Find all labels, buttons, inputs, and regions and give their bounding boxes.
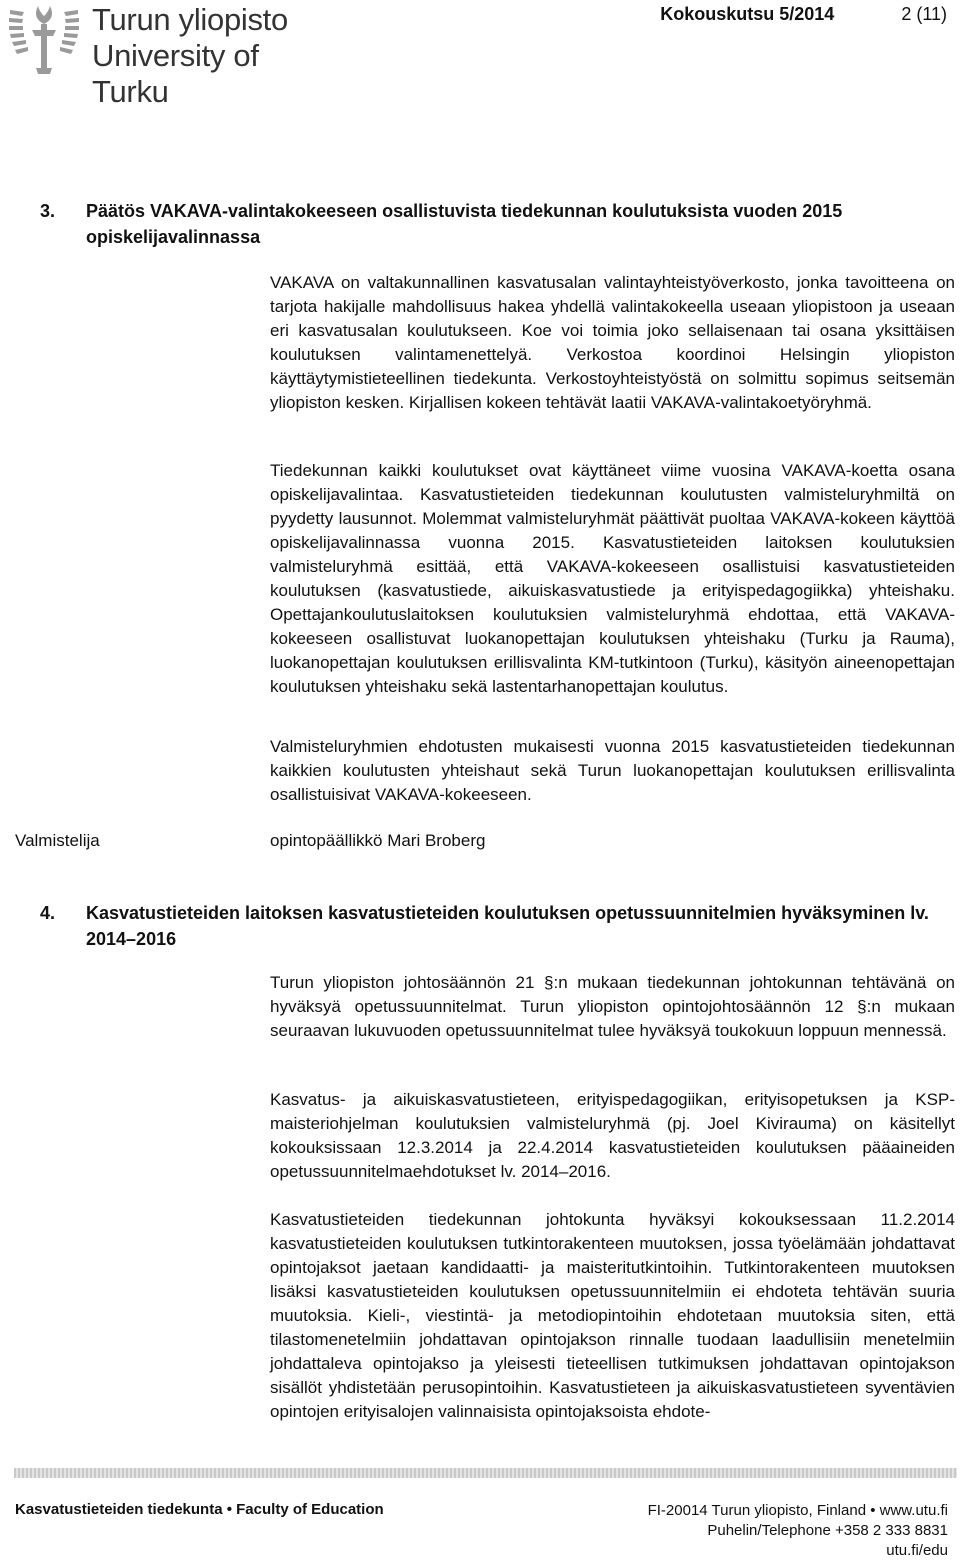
preparer-name: opintopäällikkö Mari Broberg [270, 831, 486, 850]
footer-web-link[interactable]: utu.fi/edu [886, 1542, 948, 1559]
section-4-paragraph-3: Kasvatustieteiden tiedekunnan johtokunta hyväksyi kokouksessaan 11.2.2014 kasvatustieteiden koulutuksen tutkintorakenteen muutoksen, jossa työelämään johdattavat opintojaksot jaetaan kandidaatti- ja maisteritutkintoihin. Tutkintorakenteen muutoksen lisäksi kasvatustieteiden koulutuksen opetussuunnitelmiin ei ehdoteta tehtävän suuria muutoksia. Kieli-, viestintä- ja metodiopintoihin ehdotetaan muutoksia siten, että tilastomenetelmiin johdattavan opintojakson rinnalle tuodaan laadullisiin menetelmiin johdattaleva opintojakso ja yleisesti tieteellisen tutkimuksen johdattavan opintojakson sisällöt yhdistetään perusopintoihin. Kasvatustieteen ja aikuiskasvatustieteen syventävien opintojen erityisalojen valinnaisista opintojaksoista ehdote- [270, 1210, 955, 1421]
footer-address: FI-20014 Turun yliopisto, Finland • www.utu.fi [647, 1502, 948, 1519]
section-4-paragraph-2: Kasvatus- ja aikuiskasvatustieteen, erityispedagogiikan, erityisopetuksen ja KSP-maisteriohjelman koulutuksien valmisteluryhmä (pj. Joel Kivirauma) on käsitellyt kokouksissaan 12.3.2014 ja 22.4.2014 kasvatustieteiden koulutuksen pääaineiden opetussuunnitelmaehdotukset lv. 2014–2016. [270, 1090, 955, 1181]
document-title: Kokouskutsu 5/2014 [660, 4, 835, 24]
university-logo [6, 0, 306, 109]
section-4-title: Kasvatustieteiden laitoksen kasvatustieteiden koulutuksen opetussuunnitelmien hyväksyminen lv. 2014–2016 [86, 903, 929, 949]
section-3-paragraph-1: VAKAVA on valtakunnallinen kasvatusalan valintayhteistyöverkosto, jonka tavoitteena on tarjota hakijalle mahdollisuus hakea yhdellä valintakokeella useaan yliopistoon ja useaan eri kasvatusalan koulutukseen. Koe voi toimia joko sellaisenaan tai osana yksittäisen koulutuksen valintamenettelyä. Verkostoa koordinoi Helsingin yliopiston käyttäytymistieteellinen tiedekunta. Verkostoyhteistyöstä on solmittu sopimus seitsemän yliopiston kesken. Kirjallisen kokeen tehtävät laatii VAKAVA-valintakoetyöryhmä. [270, 273, 955, 412]
footer-faculty: Kasvatustieteiden tiedekunta • Faculty of Education [15, 1501, 384, 1518]
university-name [92, 2, 306, 110]
footer-contact [648, 1501, 948, 1561]
header-meta [660, 4, 947, 25]
page-number: 2 (11) [901, 4, 947, 24]
section-3-number: 3. [40, 201, 56, 221]
preparer-label: Valmistelija [15, 831, 100, 850]
section-4-paragraph-1: Turun yliopiston johtosäännön 21 §:n mukaan tiedekunnan johtokunnan tehtävänä on hyväksyä opetussuunnitelmat. Turun yliopiston opintojohtosäännön 12 §:n mukaan seuraavan lukuvuoden opetussuunnitelmat tulee hyväksyä toukokuun loppuun mennessä. [270, 973, 955, 1040]
torch-emblem-icon [6, 0, 82, 76]
section-3-heading [10, 198, 955, 250]
section-3-paragraph-2: Tiedekunnan kaikki koulutukset ovat käyttäneet viime vuosina VAKAVA-koetta osana opiskelijavalintaa. Kasvatustieteiden tiedekunnan koulutusten valmisteluryhmiltä on pyydetty lausunnot. Molemmat valmisteluryhmät päättivät puoltaa VAKAVA-kokeen käyttöä opiskelijavalinnassa vuonna 2015. Kasvatustieteiden laitoksen koulutuksien valmisteluryhmä esittää, että VAKAVA-kokeeseen osallistuisi kasvatustieteiden koulutuksen (kasvatustiede, aikuiskasvatustiede ja erityispedagogiikka) yhteishaku. Opettajankoulutuslaitoksen koulutuksien valmisteluryhmä ehdottaa, että VAKAVA-kokeeseen osallistuvat luokanopettajan koulutuksen yhteishaku (Turku ja Rauma), luokanopettajan koulutuksen erillisvalinta KM-tutkintoon (Turku), käsityön aineenopettajan koulutuksen yhteishaku sekä lastentarhanopettajan koulutus. [270, 461, 955, 696]
section-3-paragraph-3: Valmisteluryhmien ehdotusten mukaisesti vuonna 2015 kasvatustieteiden tiedekunnan kaikkien koulutusten yhteishaut sekä Turun luokanopettajan koulutuksen erillisvalinta osallistuisivat VAKAVA-kokeeseen. [270, 737, 955, 804]
footer-divider [14, 1468, 957, 1478]
university-name-fi: Turun yliopisto [92, 2, 288, 37]
university-name-en: University of Turku [92, 38, 259, 109]
section-4-heading [10, 900, 955, 952]
section-4-number: 4. [40, 903, 56, 923]
footer-phone: Puhelin/Telephone +358 2 333 8831 [707, 1522, 948, 1539]
section-3-title: Päätös VAKAVA-valintakokeeseen osallistuvista tiedekunnan koulutuksista vuoden 2015 opiskelijavalinnassa [86, 201, 843, 247]
